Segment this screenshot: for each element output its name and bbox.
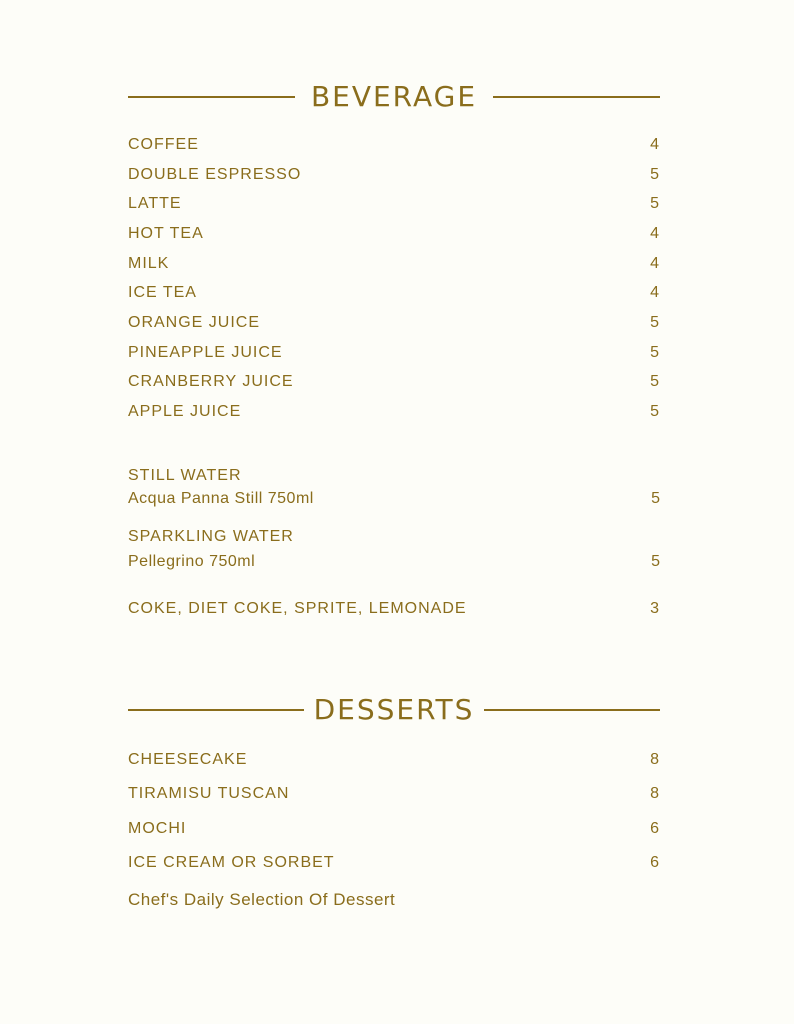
menu-item	[128, 600, 660, 618]
item-name: SPARKLING WATER	[128, 528, 294, 545]
item-detail: Acqua Panna Still 750ml	[128, 490, 314, 507]
item-price: 4	[650, 255, 660, 272]
item-name: ICE TEA	[128, 284, 197, 301]
menu-item	[128, 314, 660, 332]
item-name: COFFEE	[128, 136, 199, 153]
menu-item	[128, 195, 660, 213]
menu-item	[128, 785, 660, 803]
menu-item	[128, 136, 660, 154]
item-price: 4	[650, 136, 660, 153]
menu-item	[128, 403, 660, 421]
item-price: 5	[650, 314, 660, 331]
item-name: DOUBLE ESPRESSO	[128, 166, 302, 183]
beverage-header	[128, 80, 660, 113]
menu-item	[128, 284, 660, 302]
item-name: MILK	[128, 255, 170, 272]
item-name: LATTE	[128, 195, 182, 212]
menu-item	[128, 166, 660, 184]
header-rule-left	[128, 709, 304, 711]
item-name: MOCHI	[128, 820, 187, 837]
beverage-title: BEVERAGE	[310, 80, 478, 113]
item-price: 5	[650, 195, 660, 212]
item-price: 4	[650, 225, 660, 242]
item-price: 6	[650, 820, 660, 837]
menu-item	[128, 854, 660, 872]
item-price: 6	[650, 854, 660, 871]
item-price: 5	[650, 344, 660, 361]
item-name: CRANBERRY JUICE	[128, 373, 294, 390]
item-name: CHEESECAKE	[128, 751, 248, 768]
item-price: 8	[650, 751, 660, 768]
item-price: 5	[650, 373, 660, 390]
item-name: HOT TEA	[128, 225, 204, 242]
menu-item	[128, 373, 660, 391]
header-rule-left	[128, 96, 295, 98]
item-detail: Pellegrino 750ml	[128, 553, 256, 570]
menu-item	[128, 751, 660, 769]
item-name: APPLE JUICE	[128, 403, 242, 420]
header-rule-right	[484, 709, 660, 711]
item-price: 5	[651, 490, 660, 507]
item-price: 4	[650, 284, 660, 301]
item-price: 5	[651, 553, 660, 570]
desserts-header	[128, 693, 660, 726]
item-name: PINEAPPLE JUICE	[128, 344, 283, 361]
item-price: 8	[650, 785, 660, 802]
menu-page	[128, 0, 660, 1024]
item-name: COKE, DIET COKE, SPRITE, LEMONADE	[128, 600, 467, 617]
water-item	[128, 467, 660, 508]
item-price: 3	[650, 600, 660, 617]
item-price: 5	[650, 403, 660, 420]
item-name: STILL WATER	[128, 467, 242, 484]
desserts-title: DESSERTS	[313, 693, 475, 726]
menu-item	[128, 255, 660, 273]
water-item	[128, 528, 660, 571]
menu-item	[128, 820, 660, 838]
item-name: ICE CREAM OR SORBET	[128, 854, 335, 871]
menu-item	[128, 344, 660, 362]
header-rule-right	[493, 96, 660, 98]
item-price: 5	[650, 166, 660, 183]
item-name: ORANGE JUICE	[128, 314, 261, 331]
menu-item	[128, 225, 660, 243]
item-name: TIRAMISU TUSCAN	[128, 785, 290, 802]
dessert-note: Chef's Daily Selection Of Dessert	[128, 890, 396, 909]
